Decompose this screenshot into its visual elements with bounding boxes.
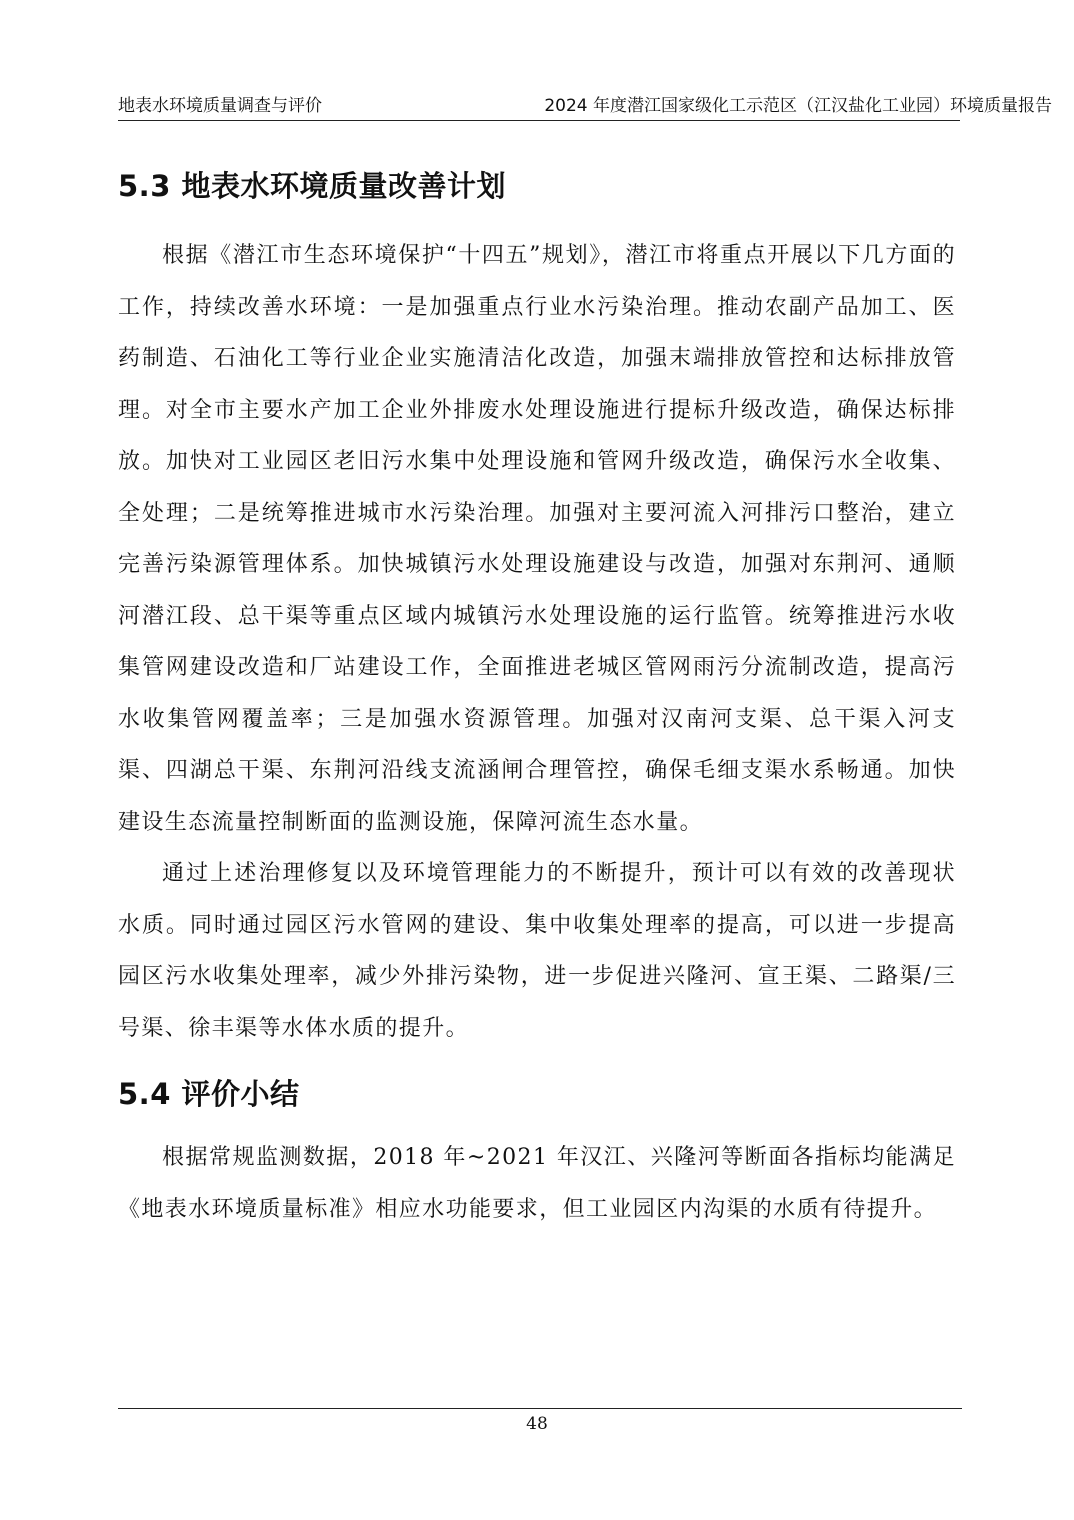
paragraph-evaluation-summary: 根据常规监测数据，2018 年~2021 年汉江、兴隆河等断面各指标均能满足《地表水环境质量标准》相应水功能要求，但工业园区内沟渠的水质有待提升。 bbox=[118, 1145, 956, 1222]
footer-divider bbox=[118, 1408, 962, 1409]
page-header bbox=[118, 92, 1074, 120]
header-chapter-title: 地表水环境质量调查与评价 bbox=[118, 96, 322, 116]
header-divider bbox=[118, 120, 960, 121]
paragraph-expected-improvement: 通过上述治理修复以及环境管理能力的不断提升，预计可以有效的改善现状水质。同时通过园区污水管网的建设、集中收集处理率的提高，可以进一步提高园区污水收集处理率，减少外排污染物，进一步促进兴隆河、宣王渠、二路渠/三号渠、徐丰渠等水体水质的提升。 bbox=[118, 861, 956, 1041]
section-heading-5-3: 5.3 地表水环境质量改善计划 bbox=[118, 169, 506, 203]
page-number: 48 bbox=[526, 1414, 548, 1434]
header-report-title: 2024 年度潜江国家级化工示范区（江汉盐化工业园）环境质量报告 bbox=[544, 96, 1052, 116]
paragraph-improvement-plan: 根据《潜江市生态环境保护“十四五”规划》，潜江市将重点开展以下几方面的工作，持续改善水环境：一是加强重点行业水污染治理。推动农副产品加工、医药制造、石油化工等行业企业实施清洁化改造，加强末端排放管控和达标排放管理。对全市主要水产加工企业外排废水处理设施进行提标升级改造，确保达标排放。加快对工业园区老旧污水集中处理设施和管网升级改造，确保污水全收集、全处理；二是统筹推进城市水污染治理。加强对主要河流入河排污口整治，建立完善污染源管理体系。加快城镇污水处理设施建设与改造，加强对东荆河、通顺河潜江段、总干渠等重点区域内城镇污水处理设施的运行监管。统筹推进污水收集管网建设改造和厂站建设工作，全面推进老城区管网雨污分流制改造，提高污水收集管网覆盖率；三是加强水资源管理。加强对汉南河支渠、总干渠入河支渠、四湖总干渠、东荆河沿线支流涵闸合理管控，确保毛细支渠水系畅通。加快建设生态流量控制断面的监测设施，保障河流生态水量。 bbox=[118, 243, 956, 835]
section-heading-5-4: 5.4 评价小结 bbox=[118, 1077, 300, 1111]
page-body bbox=[118, 160, 956, 1235]
